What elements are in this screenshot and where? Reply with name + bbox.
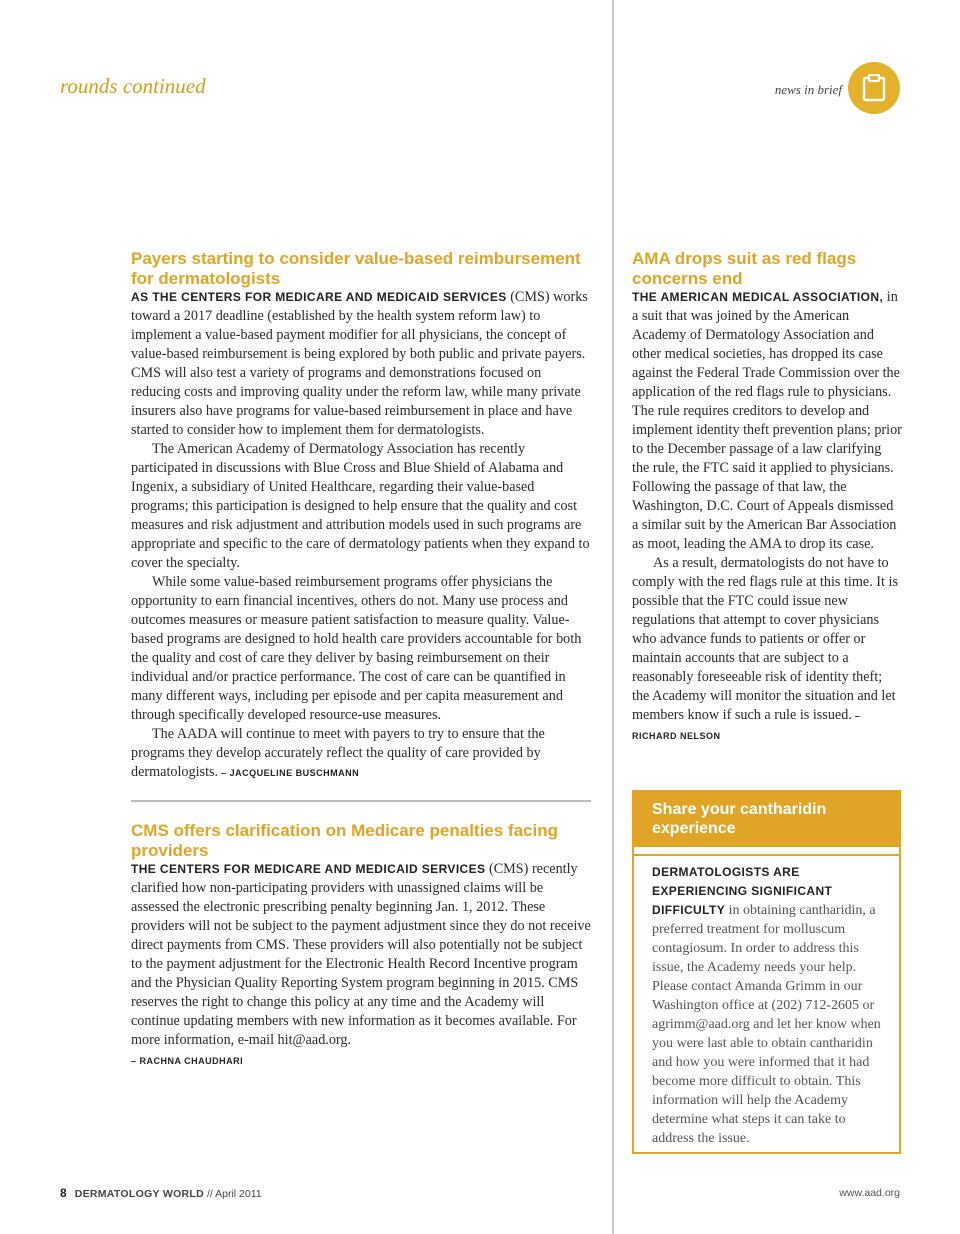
article-text: As a result, dermatologists do not have to comply with the red flags rule at this time. It is possible that the FTC could issue new regulations that attempt to cover physicians who advance funds to patients or offer or maintain accounts that are subject to a reasonably foreseeable risk of identity theft; the Academy will monitor the situation and let members know if such a rule is issued. [632,555,898,723]
section-title: rounds continued [60,74,206,98]
byline-line [131,1054,591,1068]
sidebar-body [634,856,899,1148]
article-title-payers: Payers starting to consider value-based reimbursement for dermatologists [131,249,581,288]
article-title-ama: AMA drops suit as red flags concerns end [632,249,857,288]
article-paragraph [632,554,902,746]
cantharidin-sidebar [632,790,901,1154]
magazine-name: DERMATOLOGY WORLD [74,1188,205,1200]
article-paragraph [131,860,591,1050]
sidebar-paragraph [652,863,881,1148]
right-column [632,249,902,746]
column-divider [612,0,614,1234]
article-title-cms: CMS offers clarification on Medicare penalties facing providers [131,821,558,860]
article-separator [131,800,591,802]
article-paragraph [632,288,902,554]
article-paragraph: The American Academy of Dermatology Association has recently participated in discussions with Blue Cross and Blue Shield of Alabama and Ingenix, a subsidiary of United Healthcare, regarding their value-based programs; this participation is designed to help ensure that the quality and cost measures and risk adjustment and attribution models used in such programs are appropriate and specific to the care of dermatology patients when they expand to cover the specialty. [131,441,590,571]
article-paragraph [131,725,591,783]
news-in-brief-label: news in brief [774,82,842,97]
clipboard-icon [862,74,886,102]
footer-url[interactable]: www.aad.org [839,1187,900,1199]
left-column [131,249,591,1068]
article-text: The AADA will continue to meet with payers to try to ensure that the programs they develop accurately reflect the quality of care provided by dermatologists. [131,726,545,780]
sidebar-header [634,792,899,847]
byline: – RACHNA CHAUDHARI [131,1056,244,1066]
page-footer [60,1186,900,1200]
byline: – RICHARD NELSON [632,711,861,741]
article-text: (CMS) works toward a 2017 deadline (established by the health system reform law) to implement a value-based payment modifier for all physicians, the concept of value-based reimbursement is being explored by both public and private payers. CMS will also test a variety of programs and demonstrations focused on reducing costs and improving quality under the reform law, while many private insurers also have programs for value-based reimbursement in place and have started to consider how to implement them for dermatologists. [131,289,588,438]
issue-date: // April 2011 [204,1188,262,1200]
sidebar-title: Share your cantharidin experience [652,801,827,837]
sidebar-lead-in: DERMATOLOGISTS ARE EXPERIENCING SIGNIFICANT DIFFICULTY [652,865,833,917]
article-lead-in: THE AMERICAN MEDICAL ASSOCIATION, [632,290,884,304]
byline: – JACQUELINE BUSCHMANN [218,768,360,778]
sidebar-rule [634,847,899,856]
article-text: (CMS) recently clarified how non-participating providers with unassigned claims will be assessed the electronic prescribing penalty beginning Jan. 1, 2012. These providers will not be subject to the payment adjustment since they do not receive direct payments from CMS. These providers will also potentially not be subject to the payment adjustment for the Electronic Health Record Incentive program and the Physician Quality Reporting System program beginning in 2015. CMS reserves the right to change this policy at any time and the Academy will continue updating members with new information as it becomes available. For more information, e-mail hit@aad.org. [131,861,591,1048]
sidebar-text: in obtaining cantharidin, a preferred treatment for molluscum contagiosum. In order to address this issue, the Academy needs your help. Please contact Amanda Grimm in our Washington office at (202) 712-2605 or agrimm@aad.org and let her know when you were last able to obtain cantharidin and how you were informed that it had become more difficult to obtain. This information will help the Academy determine what steps it can take to address the issue. [652,903,881,1146]
news-in-brief-badge [848,62,900,114]
article-lead-in: AS THE CENTERS FOR MEDICARE AND MEDICAID SERVICES [131,290,507,304]
article-lead-in: THE CENTERS FOR MEDICARE AND MEDICAID SERVICES [131,862,486,876]
article-text: in a suit that was joined by the American Academy of Dermatology Association and other medical societies, has dropped its case against the Federal Trade Commission over the application of the red flags rule to physicians. The rule requires creditors to develop and implement identity theft prevention plans; prior to the December passage of a law clarifying the rule, the FTC said it applied to physicians. Following the passage of that law, the Washington, D.C. Court of Appeals dismissed a similar suit by the American Bar Association as moot, leading the AMA to drop its case. [632,289,902,552]
article-paragraph: While some value-based reimbursement programs offer physicians the opportunity to earn financial incentives, others do not. Many use process and outcomes measures or measure patient satisfaction to measure quality. Value-based programs are designed to hold health care providers accountable for both the quality and cost of care they deliver by basing reimbursement on their individual and/or practice performance. The cost of care can be quantified in many different ways, including per episode and per capita measurement and through specifically developed resource-use measures. [131,574,582,723]
page-number: 8 [60,1186,67,1200]
article-paragraph [131,288,591,440]
